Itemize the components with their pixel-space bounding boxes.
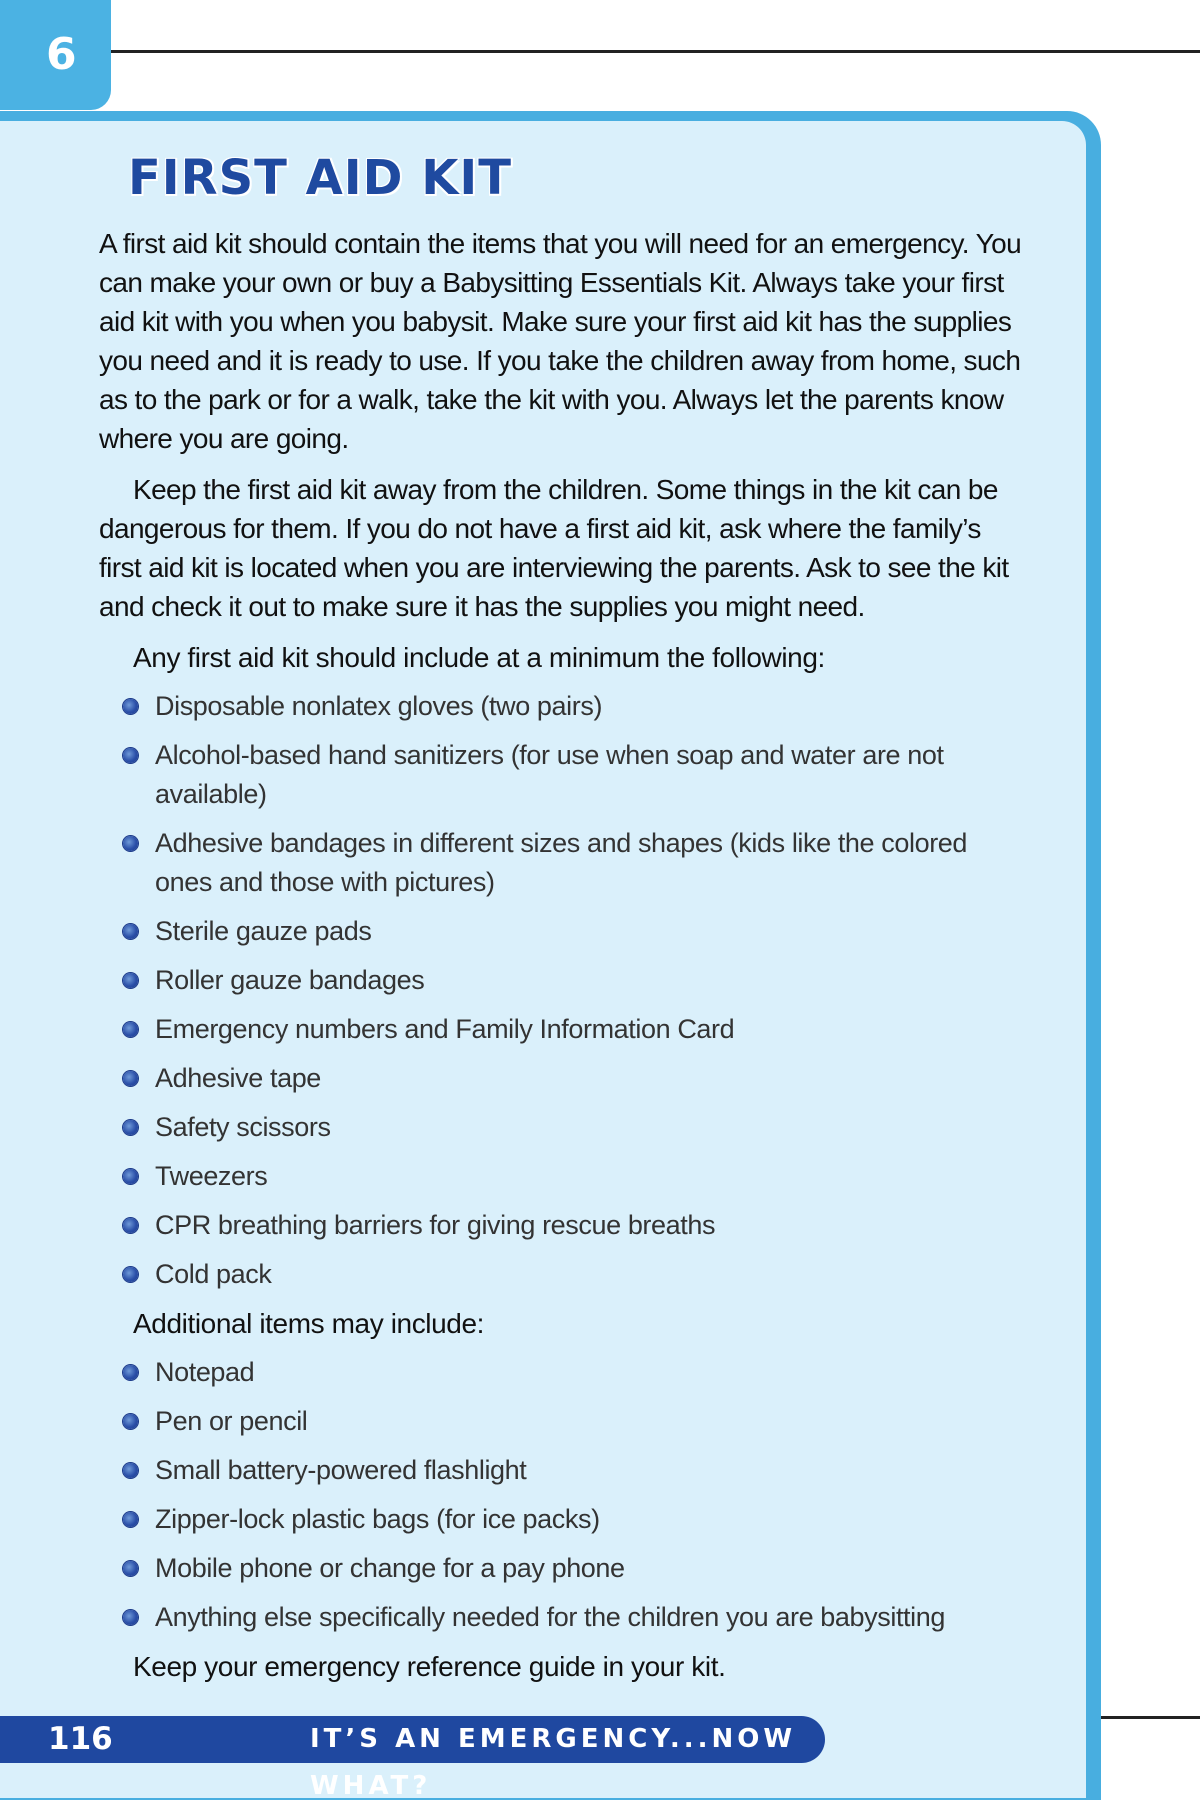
bullet-icon xyxy=(123,1512,138,1527)
bullet-icon xyxy=(123,1561,138,1576)
book-title: IT’S AN EMERGENCY...NOW WHAT? xyxy=(310,1724,797,1800)
list-item: Roller gauze bandages xyxy=(99,961,1029,1000)
list-item: Anything else specifically needed for the children you are babysitting xyxy=(99,1598,1029,1637)
list-item: Adhesive bandages in different sizes and shapes (kids like the colored ones and those with pictures) xyxy=(99,824,1029,902)
article xyxy=(99,150,1029,1696)
minimum-items-lead: Any first aid kit should include at a minimum the following: xyxy=(133,642,825,673)
bullet-icon xyxy=(123,924,138,939)
minimum-items-list xyxy=(99,687,1029,1294)
bullet-icon xyxy=(123,1463,138,1478)
bottom-rule xyxy=(1101,1716,1200,1719)
bullet-icon xyxy=(123,836,138,851)
page-title: FIRST AID KIT xyxy=(128,150,512,206)
page-number: 116 xyxy=(48,1721,113,1757)
bullet-icon xyxy=(123,1022,138,1037)
list-item: Mobile phone or change for a pay phone xyxy=(99,1549,1029,1588)
chapter-number: 6 xyxy=(46,29,77,80)
list-item: Pen or pencil xyxy=(99,1402,1029,1441)
bullet-icon xyxy=(123,1218,138,1233)
bullet-icon xyxy=(123,748,138,763)
list-item: Notepad xyxy=(99,1353,1029,1392)
list-item: Emergency numbers and Family Information Card xyxy=(99,1010,1029,1049)
bullet-icon xyxy=(123,1610,138,1625)
bullet-icon xyxy=(123,1169,138,1184)
bullet-icon xyxy=(123,699,138,714)
list-item: Safety scissors xyxy=(99,1108,1029,1147)
safety-paragraph: Keep the first aid kit away from the children. Some things in the kit can be dangerous for them. If you do not have a first aid kit, ask where the family’s first aid kit is located when you are interviewing the parents. Ask to see the kit and check it out to make sure it has the supplies you might need. xyxy=(99,474,1009,622)
bullet-icon xyxy=(123,1120,138,1135)
list-item: Alcohol-based hand sanitizers (for use when soap and water are not available) xyxy=(99,736,1029,814)
list-item: Tweezers xyxy=(99,1157,1029,1196)
list-item: Sterile gauze pads xyxy=(99,912,1029,951)
bullet-icon xyxy=(123,1414,138,1429)
bullet-icon xyxy=(123,1365,138,1380)
bullet-icon xyxy=(123,1267,138,1282)
list-item: Cold pack xyxy=(99,1255,1029,1294)
list-item: Disposable nonlatex gloves (two pairs) xyxy=(99,687,1029,726)
bullet-icon xyxy=(123,973,138,988)
chapter-tab xyxy=(0,0,111,110)
top-rule xyxy=(111,50,1200,53)
list-item: Zipper-lock plastic bags (for ice packs) xyxy=(99,1500,1029,1539)
closing-note: Keep your emergency reference guide in your kit. xyxy=(133,1651,726,1682)
additional-items-list xyxy=(99,1353,1029,1637)
footer-bar xyxy=(0,1716,825,1800)
list-item: Small battery-powered flashlight xyxy=(99,1451,1029,1490)
list-item: Adhesive tape xyxy=(99,1059,1029,1098)
intro-paragraph: A first aid kit should contain the items that you will need for an emergency. You can make your own or buy a Babysitting Essentials Kit. Always take your first aid kit with you when you babysit. Make sure your first aid kit has the supplies you need and it is ready to use. If you take the children away from home, such as to the park or for a walk, take the kit with you. Always let the parents know where you are going. xyxy=(99,228,1022,454)
bullet-icon xyxy=(123,1071,138,1086)
additional-items-lead: Additional items may include: xyxy=(133,1308,485,1339)
list-item: CPR breathing barriers for giving rescue breaths xyxy=(99,1206,1029,1245)
